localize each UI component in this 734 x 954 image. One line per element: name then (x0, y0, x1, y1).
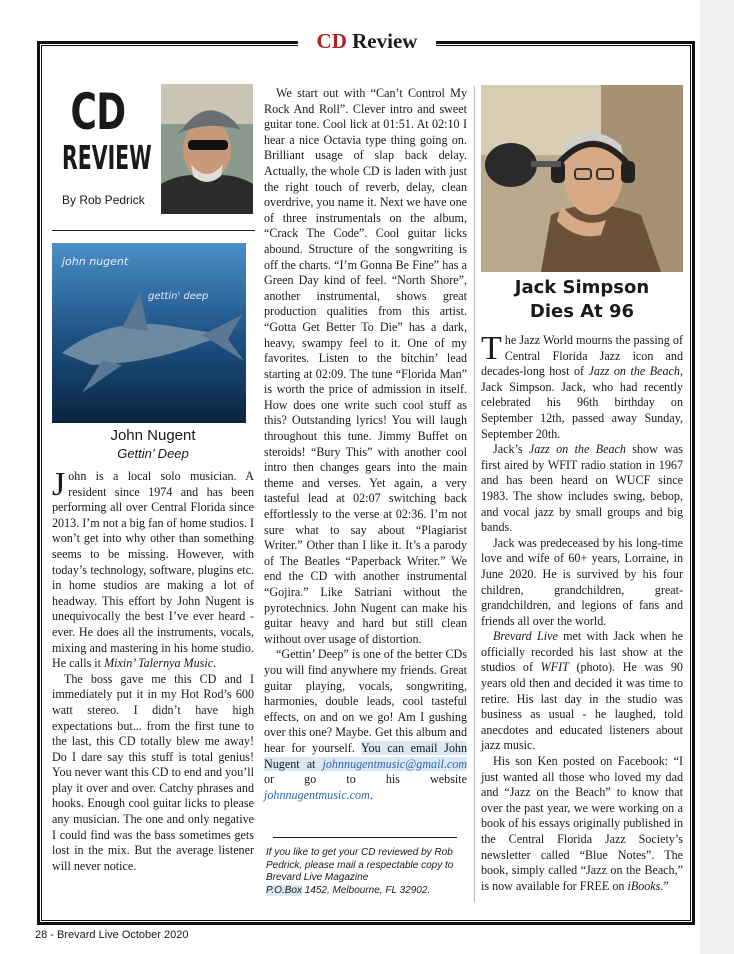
album-name: Gettin’ Deep (117, 446, 189, 461)
review-column-1: John is a local solo musician. A resident since 1974 and has been performing all over Central Florida since 2013. I’m not a big fan of home studios. I won’t get into why other than something seems to be missing. However, with today’s technology, software, plugins etc. in home studios are making a lot of headway. This effort by John Nugent is unequivocally the best I’ve ever heard - ever. He does all the instruments, vocals, mixing and mastering in his home studio. He calls it Mixin’ Talernya Music. The boss gave me this CD and I immediately put it in my Hot Rod’s 600 watt stereo. I didn’t have high expectations but... from the first tune to the last, this CD totally blew me away! Do I dare say this stuff is total genius! You never want this CD to end and you’ll play it over and over. Catchy phrases and hooks. Enough cool guitar licks to please any musician. The one and only negative I could find was the bass sometimes gets lost in the mix. But the average listener will never notice. (52, 466, 254, 873)
album-cover (52, 243, 246, 423)
jack-simpson-photo (481, 85, 683, 272)
submission-note: If you like to get your CD reviewed by Rob Pedrick, please mail a respectable copy to Brevard Live Magazine P.O.Box 1452, Melbourne, FL 32902. (266, 847, 454, 896)
album-title-text: gettin' deep (148, 291, 209, 302)
review-para-4: “Gettin’ Deep” is one of the better CDs you will find anywhere my friends. Great guitar playing, vocals, songwriting, harmonies, double leads, cool tasteful effects, on and on we go! Am I gushing over this one? Maybe. Get this album and hear for yourself. (264, 647, 467, 755)
dropcap-j: J (52, 466, 66, 503)
obituary-para-3: Jack was predeceased by his long-time love and wife of 60+ years, Lorraine, in June 2020. He is survived by his four children, grandchildren, great-grandchildren, and legions of fans and friends all over the world. (481, 535, 683, 628)
obituary-title: Jack Simpson Dies At 96 (514, 277, 650, 322)
cd-review-logo-cd: CD (70, 83, 126, 141)
section-header (298, 28, 436, 54)
column-divider (474, 86, 475, 902)
note-divider (273, 837, 457, 838)
section-header-rest: Review (346, 29, 418, 53)
email-link[interactable]: johnnugentmusic@gmail.com (322, 756, 467, 771)
section-header-cd: CD (316, 29, 347, 53)
byline: By Rob Pedrick (62, 193, 145, 207)
po-box: P.O.Box (266, 884, 302, 896)
artist-name: John Nugent (110, 427, 196, 444)
dropcap-t: T (481, 330, 502, 367)
album-artist-text: john nugent (62, 255, 129, 268)
studio-name: Mixin’ Talernya Music (104, 656, 214, 671)
page-footer: 28 - Brevard Live October 2020 (35, 929, 189, 941)
review-column-2: We start out with “Can’t Control My Rock And Roll”. Clever intro and sweet guitar tone. Cool lick at 01:51. At 02:10 I hear a nice Octavia type thing going on. Brilliant usage of slap back delay. Actually, the whole CD is laden with just the right touch of reverb, delay, clean overdrive, you name it. Next we have one of three instrumentals on the album, “Crack The Code”. Cool guitar licks abound. Structure of the songwriting is off the charts. “I’m Gonna Be Fine” has a Green Day kind of feel. “North Shore”, another instrumental, shows great production qualities from this artist. “Gotta Get Better To Die” has a dark, heavy, swampy feel to it. One of my favorites. Listen to the bitchin’ lead starting at 02:09. The tune “Florida Man” is worth the price of admission in itself. How does one write such cool stuff as this? Outstanding lyrics! You will laugh throughout this tune. Jimmy Buffet on steroids! “Bury This” with another cool intro then changes gears into the main theme and verses. Yet again, a very tasteful lead at 02:07 switching back effortlessly to the verse at 02:36. I’m not sure what to say about “Plagiarist Writer.” Other than I like it. It’s a parody of The Beatles “Paperback Writer.” We end the CD with another instrumental “Gojira.” Like Satriani without the pyrotechnics. John Nugent can make his guitar heavy and hard but still clean without over usage of distortion. “Gettin’ Deep” is one of the better CDs you will find anywhere my friends. Great guitar playing, vocals, songwriting, harmonies, double leads, cool tasteful effects, on and on we go! Am I gushing over this one? Maybe. Get this album and hear for yourself. You can email John Nugent at johnnugentmusic@gmail.com or go to his website johnnugentmusic.com. (264, 86, 467, 802)
page-margin-bar (700, 0, 734, 954)
website-link[interactable]: johnnugentmusic.com (264, 787, 370, 802)
obituary-column: The Jazz World mourns the passing of Central Florida Jazz icon and decades-long host of Jazz on the Beach, Jack Simpson. Jack, who had recently celebrated his 96th birthday on September 12th, passed away Sunday, September 20th. Jack’s Jazz on the Beach show was first aired by WFIT radio station in 1967 and has been heard on WUCF since 1983. The show includes swing, bebop, and vocal jazz by small groups and big bands. Jack was predeceased by his long-time love and wife of 60+ years, Lorraine, in June 2020. He is survived by his four children, grandchildren, great-grandchildren, and legions of fans and friends all over the world. Brevard Live met with Jack when he officially recorded his last show at the studios of WFIT (photo). He was 90 years old then and decided it was time to retire. His last day in the studio was business as usual - he laughed, told anecdotes and educated listeners about jazz music. His son Ken posted on Facebook: “I just wanted all those who loved my dad and “Jazz on the Beach” to know that over the past year, we were working on a book of his essays originally published in the Central Florida Jazz Society’s newsletter called “Blue Notes”. The book, simply called “Jazz on the Beach,” is now available for FREE on iBooks.” (481, 330, 683, 893)
reviewer-photo (161, 84, 253, 214)
review-para-1: ohn is a local solo musician. A resident since 1974 and has been performing all over Central Florida since 2013. I’m not a big fan of home studios. I won’t get into why other than something seems to be missing. However, with today’s technology, software, plugins etc. in home studios are making a lot of headway. This effort by John Nugent is unequivocally the best I’ve ever heard - ever. He does all the instruments, vocals, mixing and mastering in his home studio. He calls it (52, 469, 254, 671)
review-para-3: We start out with “Can’t Control My Rock And Roll”. Clever intro and sweet guitar tone. Cool lick at 01:51. At 02:10 I hear a nice Octavia type thing going on. Brilliant usage of slap back delay. Actually, the whole CD is laden with just the right touch of reverb, delay, clean overdrive, you name it. Next we have one of three instrumentals on the album, “Crack The Code”. Cool guitar licks abound. Structure of the songwriting is off the charts. “I’m Gonna Be Fine” has a Green Day kind of feel. “North Shore”, another instrumental, shows great production qualities from this artist. “Gotta Get Better To Die” has a dark, heavy, swampy feel to it. One of my favorites. Listen to the bitchin’ lead starting at 02:09. The tune “Florida Man” is worth the price of admission in itself. How does one write such cool stuff as this? Outstanding lyrics! You will laugh throughout this tune. Jimmy Buffet on steroids! “Bury This” with another cool intro then changes gears into the main theme and verses. Yet again, a very tasteful lead at 02:07 switching back effortlessly to the verse at 02:36. I’m not sure what to say about “Plagiarist Writer.” Other than I like it. It’s a parody of The Beatles “Paperback Writer.” We end the CD with another instrumental “Gojira.” Like Satriani without the pyrotechnics. John Nugent can make his guitar heavy and hard but still clean without over usage of distortion. (264, 86, 467, 646)
review-para-2: The boss gave me this CD and I immediately put it in my Hot Rod’s 600 watt stereo. I didn’t have high expectations but... from the first tune to the last, this CD totally blew me away! Do I dare say this stuff is total genius! You never want this CD to end and you’ll play it over and over. Catchy phrases and hooks. Enough cool guitar licks to please any musician. The one and only negative I could find was the bass sometimes gets lost in the mix. But the average listener will never notice. (52, 671, 254, 873)
left-divider (52, 230, 255, 231)
cd-review-logo-review: REVIEW (62, 138, 152, 177)
